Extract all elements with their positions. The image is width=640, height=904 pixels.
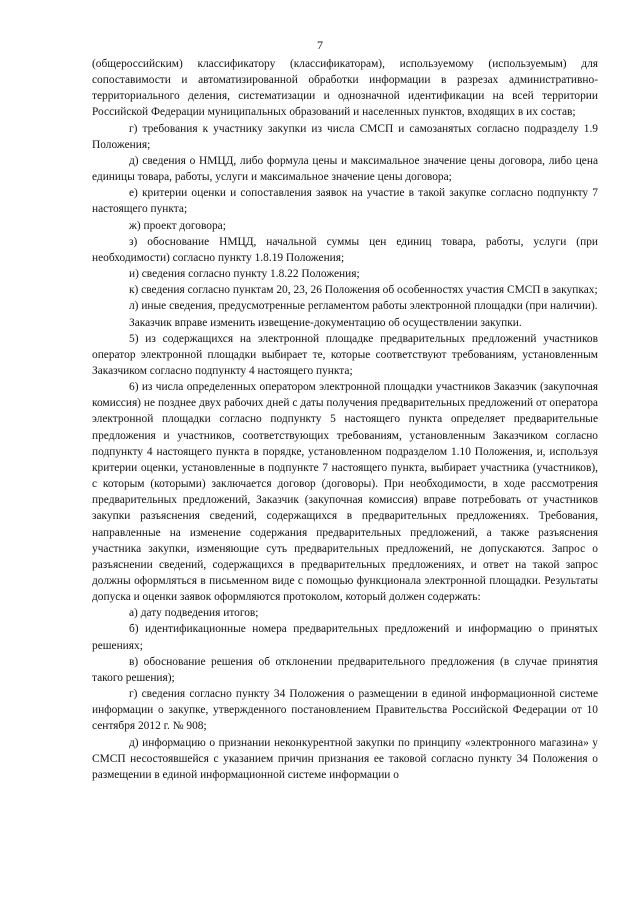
paragraph-protocol-v: в) обоснование решения об отклонении предварительного предложения (в случае принятия такого решения); — [92, 655, 598, 684]
paragraph-item-g-requirements: г) требования к участнику закупки из числа СМСП и самозанятых согласно подразделу 1.9 Положения; — [92, 122, 598, 151]
paragraph-protocol-b: б) идентификационные номера предварительных предложений и информацию о принятых решениях; — [92, 623, 598, 652]
paragraph-item-i-info: и) сведения согласно пункту 1.8.22 Положения; — [129, 268, 360, 281]
paragraph-item-z-justification: з) обоснование НМЦД, начальной суммы цен единиц товара, работы, услуги (при необходимости) согласно пункту 1.8.19 Положения; — [92, 235, 598, 264]
paragraph-protocol-a: а) дату подведения итогов; — [129, 607, 259, 620]
paragraph-customer-may-change: Заказчик вправе изменить извещение-документацию об осуществлении закупки. — [129, 316, 522, 329]
page-number: 7 — [317, 38, 323, 52]
paragraph-item-d-nmcd: д) сведения о НМЦД, либо формула цены и максимальное значение цены договора, либо цена единицы товара, работы, услуги и максимальное значение цены договора; — [92, 154, 598, 184]
paragraph-protocol-g: г) сведения согласно пункту 34 Положения о размещении в единой информационной системе информации о закупке, утвержденного постановлением Правительства Российской Федерации от 10 сентября 2012 г. № 908; — [92, 688, 598, 733]
paragraph-step-5: 5) из содержащихся на электронной площадке предварительных предложений участников оператор электронной площадки выбирает те, которые соответствуют требованиям, установленным Заказчиком согласно подпункту 4 настоящего пункта; — [92, 332, 598, 377]
paragraph-item-e-criteria: е) критерии оценки и сопоставления заявок на участие в такой закупке согласно подпункту 7 настоящего пункта; — [92, 187, 598, 216]
paragraph-classifier-continuation: (общероссийским) классификатору (классификаторам), используемому (используемым) для сопоставимости и автоматизированной обработки информации в разрезах административно-территориального деления, систематизации и однозначной идентификации на всей территории Российской Федерации муниципальных образований и населенных пунктов, входящих в их состав; — [92, 58, 598, 119]
paragraph-item-l-other-info: л) иные сведения, предусмотренные регламентом работы электронной площадки (при наличии). — [129, 300, 598, 313]
paragraph-step-6: 6) из числа определенных оператором электронной площадки участников Заказчик (закупочная комиссия) не позднее двух рабочих дней с даты получения предварительных предложений от оператора электронной площадки согласно подпункту 5 настоящего пункта определяет предварительные предложения и участников, соответствующих требованиям, установленным Заказчиком согласно подпункту 4 настоящего пункта в порядке, установленном подразделом 1.10 Положения, и, используя критерии оценки, установленные в подпункте 7 настоящего пункта, выбирает участника (участников), с которым (которыми) заключается договор (договоры). При необходимости, в ходе рассмотрения предварительных предложений, Заказчик (закупочная комиссия) вправе потребовать от участников закупки разъяснения сведений, содержащихся в предварительных предложениях. Требования, направленные на изменение содержания предварительных предложений, а также разъяснения участника закупки, изменяющие суть предварительных предложений, не допускаются. Запрос о разъяснении сведений, содержащихся в предварительных предложениях, и ответ на такой запрос должны оформляться в письменном виде с помощью функционала электронной площадки. Результаты допуска и оценки заявок оформляются протоколом, который должен содержать: — [92, 381, 598, 604]
paragraph-item-k-info: к) сведения согласно пунктам 20, 23, 26 Положения об особенностях участия СМСП в закупках; — [129, 284, 598, 297]
paragraph-protocol-d: д) информацию о признании неконкурентной закупки по принципу «электронного магазина» у СМСП несостоявшейся с указанием причин признания ее таковой согласно пункту 34 Положения о размещении в единой информационной системе информации о — [92, 736, 598, 781]
document-body — [92, 56, 598, 783]
paragraph-item-zh-contract-draft: ж) проект договора; — [129, 219, 226, 232]
